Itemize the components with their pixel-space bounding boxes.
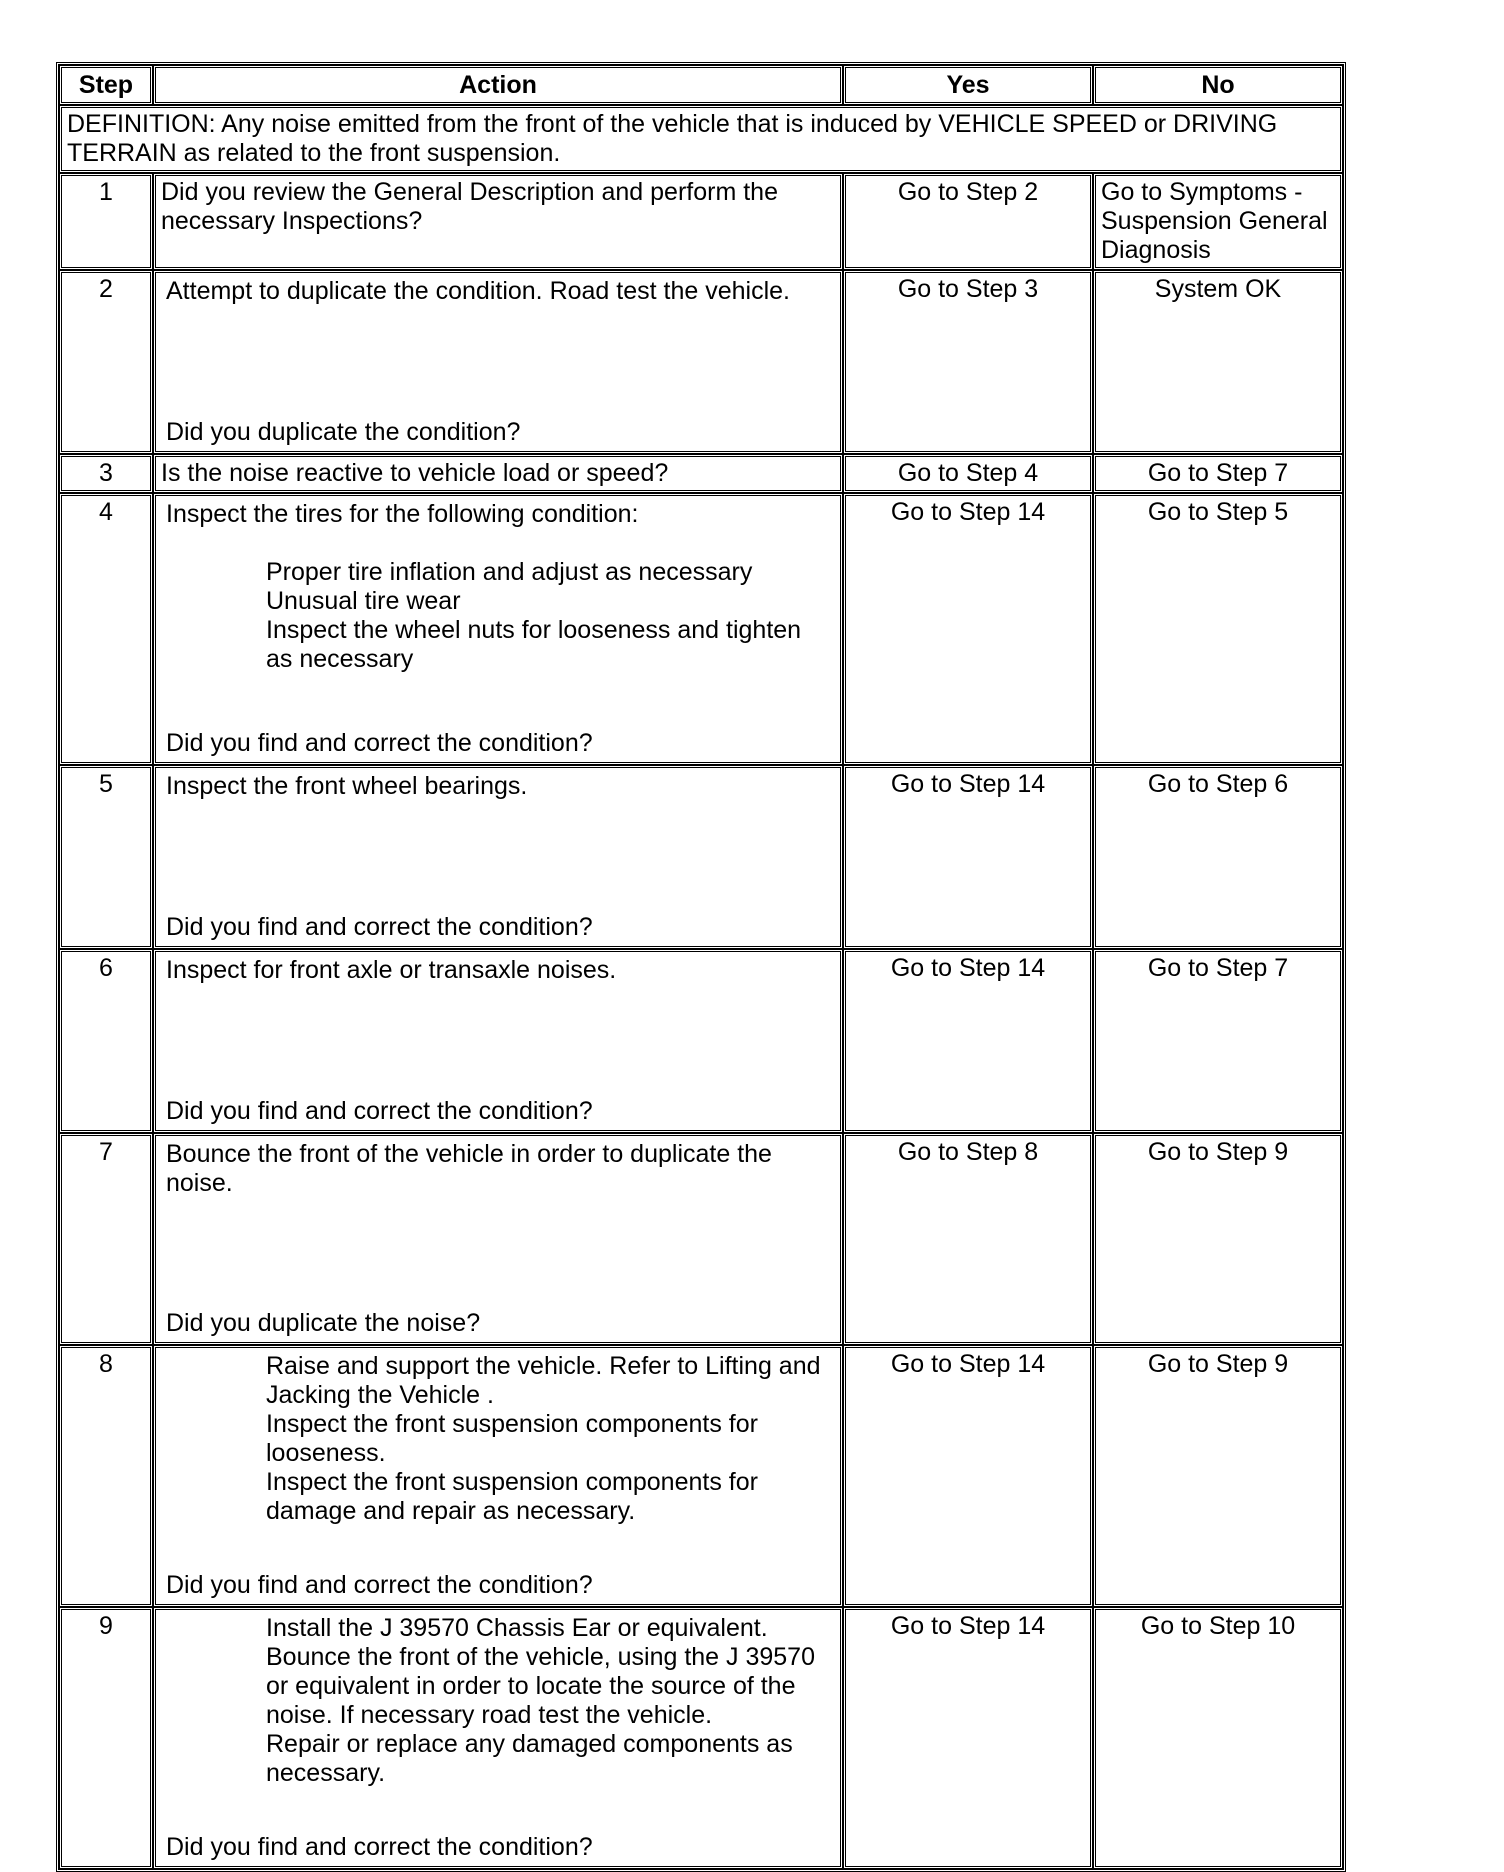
definition-row bbox=[59, 105, 1343, 173]
action-cell bbox=[153, 173, 843, 270]
yes-cell: Go to Step 14 bbox=[843, 1345, 1093, 1607]
yes-cell: Go to Step 2 bbox=[843, 173, 1093, 270]
no-cell: Go to Step 5 bbox=[1093, 493, 1343, 765]
yes-cell: Go to Step 14 bbox=[843, 949, 1093, 1133]
step-number: 9 bbox=[59, 1607, 153, 1869]
table-row bbox=[59, 173, 1343, 270]
yes-cell: Go to Step 14 bbox=[843, 493, 1093, 765]
no-cell: System OK bbox=[1093, 270, 1343, 454]
step-number: 7 bbox=[59, 1133, 153, 1345]
list-item: Proper tire inflation and adjust as necessary bbox=[266, 558, 753, 586]
diagnostic-table bbox=[56, 62, 1346, 1872]
question-text: Did you duplicate the condition? bbox=[166, 418, 521, 446]
action-text: Did you review the General Description and perform the necessary Inspections? bbox=[161, 178, 778, 235]
table-row bbox=[59, 454, 1343, 493]
list-item: Install the J 39570 Chassis Ear or equivalent. bbox=[266, 1614, 768, 1642]
list-item: Repair or replace any damaged components as necessary. bbox=[266, 1730, 793, 1787]
step-number: 5 bbox=[59, 765, 153, 949]
action-text: Inspect the front wheel bearings. bbox=[166, 772, 528, 800]
no-cell: Go to Symptoms - Suspension General Diagnosis bbox=[1093, 173, 1343, 270]
action-text: Is the noise reactive to vehicle load or speed? bbox=[161, 459, 669, 487]
list-item: Raise and support the vehicle. Refer to Lifting and Jacking the Vehicle . bbox=[266, 1352, 821, 1409]
header-yes: Yes bbox=[843, 65, 1093, 105]
no-cell: Go to Step 7 bbox=[1093, 949, 1343, 1133]
no-cell: Go to Step 6 bbox=[1093, 765, 1343, 949]
question-text: Did you find and correct the condition? bbox=[166, 729, 593, 757]
table-row bbox=[59, 765, 1343, 949]
header-row bbox=[59, 65, 1343, 105]
header-no: No bbox=[1093, 65, 1343, 105]
action-text: Inspect the tires for the following condition: bbox=[166, 500, 639, 528]
no-cell: Go to Step 7 bbox=[1093, 454, 1343, 493]
list-item: Inspect the wheel nuts for looseness and tighten as necessary bbox=[266, 616, 802, 673]
action-cell bbox=[153, 1133, 843, 1345]
yes-cell: Go to Step 8 bbox=[843, 1133, 1093, 1345]
table-row bbox=[59, 493, 1343, 765]
list-item: Inspect the front suspension components for damage and repair as necessary. bbox=[266, 1468, 758, 1525]
action-cell bbox=[153, 454, 843, 493]
list-item: Inspect the front suspension components for looseness. bbox=[266, 1410, 758, 1467]
action-text: Attempt to duplicate the condition. Road test the vehicle. bbox=[166, 277, 790, 305]
yes-cell: Go to Step 3 bbox=[843, 270, 1093, 454]
action-cell bbox=[153, 765, 843, 949]
step-number: 6 bbox=[59, 949, 153, 1133]
step-number: 2 bbox=[59, 270, 153, 454]
table-row bbox=[59, 949, 1343, 1133]
header-action: Action bbox=[153, 65, 843, 105]
action-cell bbox=[153, 1345, 843, 1607]
no-cell: Go to Step 9 bbox=[1093, 1133, 1343, 1345]
yes-cell: Go to Step 14 bbox=[843, 765, 1093, 949]
list-item: Bounce the front of the vehicle, using the J 39570 or equivalent in order to locate the source of the noise. If necessary road test the vehicle. bbox=[266, 1643, 815, 1729]
yes-cell: Go to Step 14 bbox=[843, 1607, 1093, 1869]
action-cell bbox=[153, 493, 843, 765]
action-cell bbox=[153, 1607, 843, 1869]
table-row bbox=[59, 1133, 1343, 1345]
step-number: 3 bbox=[59, 454, 153, 493]
table-row bbox=[59, 270, 1343, 454]
question-text: Did you duplicate the noise? bbox=[166, 1309, 481, 1337]
action-text: Bounce the front of the vehicle in order to duplicate the noise. bbox=[166, 1140, 772, 1197]
no-cell: Go to Step 10 bbox=[1093, 1607, 1343, 1869]
inspection-list bbox=[166, 558, 830, 674]
table-row bbox=[59, 1345, 1343, 1607]
list-item: Unusual tire wear bbox=[266, 587, 461, 615]
action-cell bbox=[153, 949, 843, 1133]
procedure-list bbox=[166, 1614, 830, 1788]
yes-cell: Go to Step 4 bbox=[843, 454, 1093, 493]
question-text: Did you find and correct the condition? bbox=[166, 1833, 593, 1861]
action-cell bbox=[153, 270, 843, 454]
question-text: Did you find and correct the condition? bbox=[166, 1571, 593, 1599]
definition-text: DEFINITION: Any noise emitted from the front of the vehicle that is induced by VEHICLE SPEED or DRIVING TERRAIN as related to the front suspension. bbox=[59, 105, 1343, 173]
table-row bbox=[59, 1607, 1343, 1869]
step-number: 4 bbox=[59, 493, 153, 765]
procedure-list bbox=[166, 1352, 830, 1526]
step-number: 1 bbox=[59, 173, 153, 270]
step-number: 8 bbox=[59, 1345, 153, 1607]
question-text: Did you find and correct the condition? bbox=[166, 1097, 593, 1125]
question-text: Did you find and correct the condition? bbox=[166, 913, 593, 941]
action-text: Inspect for front axle or transaxle noises. bbox=[166, 956, 617, 984]
header-step: Step bbox=[59, 65, 153, 105]
no-cell: Go to Step 9 bbox=[1093, 1345, 1343, 1607]
